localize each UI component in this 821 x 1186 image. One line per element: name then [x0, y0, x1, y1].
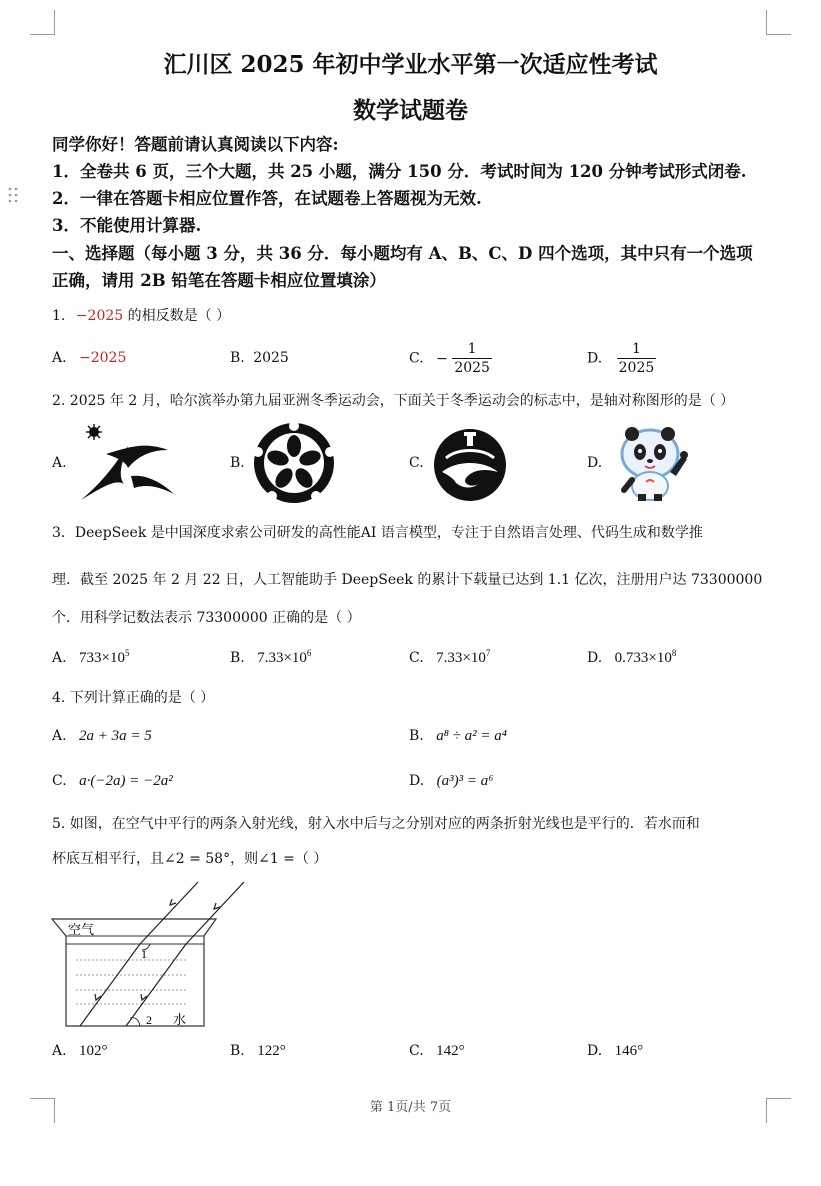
q1-option-c[interactable]: C. − $\frac{1}{2025}$: [409, 341, 490, 376]
q2-option-d-label: D.: [587, 455, 603, 471]
q3-option-b[interactable]: B. $7.33\times 10^6$: [230, 648, 312, 666]
crop-mark-top-right: [766, 10, 791, 35]
page-number: 第 1页/共 7页: [369, 1100, 452, 1115]
q2-option-a-label: A.: [52, 455, 67, 471]
q3-option-d[interactable]: D. $0.733\times 10^8$: [587, 648, 677, 666]
question-text: 的相反数是（ ）: [127, 308, 231, 324]
q4-option-a[interactable]: A. 2a + 3a = 5: [52, 728, 152, 744]
fraction: $\frac{1}{2025}$: [618, 341, 655, 376]
question-4: 4. 下列计算正确的是（ ）: [52, 690, 215, 706]
question-5-line-1: 5. 如图，在空气中平行的两条入射光线，射入水中后与之分别对应的两条折射光线也是平行的．若水而和: [52, 816, 700, 832]
q1-option-a[interactable]: A. −2025: [52, 350, 127, 366]
drag-handle-icon[interactable]: [8, 186, 18, 204]
section-heading-cont: 正确，请用 2B 铅笔在答题卡相应位置填涂）: [52, 271, 386, 290]
logo-sun-wave-icon[interactable]: [432, 428, 508, 502]
angle-2-label: 2: [146, 1013, 152, 1027]
question-2: 2. 2025 年 2 月，哈尔滨举办第九届亚洲冬季运动会，下面关于冬季运动会的标志中，是轴对称图形的是（ ）: [52, 393, 735, 409]
question-3-line-2: 理．截至 2025 年 2 月 22 日，人工智能助手 DeepSeek 的累计下载量已达到 1.1 亿次，注册用户达 73300000: [52, 572, 763, 588]
question-3-line-1: 3．DeepSeek 是中国深度求索公司研发的高性能AI 语言模型，专注于自然语言处理、代码生成和数学推: [52, 525, 703, 541]
refraction-figure: [48, 876, 248, 1034]
fraction: $\frac{1}{2025}$: [454, 341, 490, 376]
q4-option-b[interactable]: B. a⁸ ÷ a² = a⁴: [409, 728, 507, 744]
q5-option-a[interactable]: A. 102°: [52, 1043, 108, 1059]
exam-title: 汇川区 2025 年初中学业水平第一次适应性考试: [163, 51, 658, 78]
instructions-greeting: 同学你好！答题前请认真阅读以下内容:: [52, 135, 339, 154]
q5-option-d[interactable]: D. 146°: [587, 1043, 644, 1059]
question-3-line-3: 个．用科学记数法表示 73300000 正确的是（ ）: [52, 610, 361, 626]
q3-option-c[interactable]: C. $7.33\times 10^7$: [409, 648, 491, 666]
q5-option-c[interactable]: C. 142°: [409, 1043, 465, 1059]
water-label: 水: [173, 1013, 187, 1028]
crop-mark-top-left: [30, 10, 55, 35]
air-label: 空气: [68, 923, 95, 938]
exam-subtitle: 数学试题卷: [353, 97, 468, 124]
logo-flower-icon[interactable]: [252, 422, 336, 504]
logo-skater-icon[interactable]: [76, 424, 176, 502]
q1-option-d[interactable]: D. $\frac{1}{2025}$: [587, 341, 655, 376]
section-heading: 一、选择题（每小题 3 分，共 36 分．每小题均有 A、B、C、D 四个选项，其中只有一个选项: [52, 244, 753, 263]
q4-option-d[interactable]: D. (a³)³ = a⁶: [409, 773, 494, 789]
question-1: [52, 305, 230, 325]
question-5-line-2: 杯底互相平行，且∠2 = 58°，则∠1 =（ ）: [52, 851, 328, 867]
q3-option-a[interactable]: A. $733\times 10^5$: [52, 648, 130, 666]
question-number: 1.: [52, 308, 66, 324]
angle-1-label: 1: [141, 947, 147, 961]
mascot-panda-icon[interactable]: [610, 424, 690, 502]
q4-option-c[interactable]: C. a·(−2a) = −2a²: [52, 773, 173, 789]
q2-option-b-label: B.: [230, 455, 245, 471]
instruction-item-2: 2．一律在答题卡相应位置作答，在试题卷上答题视为无效.: [52, 189, 482, 208]
q2-option-c-label: C.: [409, 455, 424, 471]
q1-option-b[interactable]: B. 2025: [230, 350, 289, 366]
q5-option-b[interactable]: B. 122°: [230, 1043, 286, 1059]
question-expression: −2025: [75, 308, 124, 324]
instruction-item-3: 3．不能使用计算器.: [52, 216, 202, 235]
instruction-item-1: 1．全卷共 6 页，三个大题，共 25 小题，满分 150 分．考试时间为 120 分钟考试形式闭卷.: [52, 162, 747, 181]
